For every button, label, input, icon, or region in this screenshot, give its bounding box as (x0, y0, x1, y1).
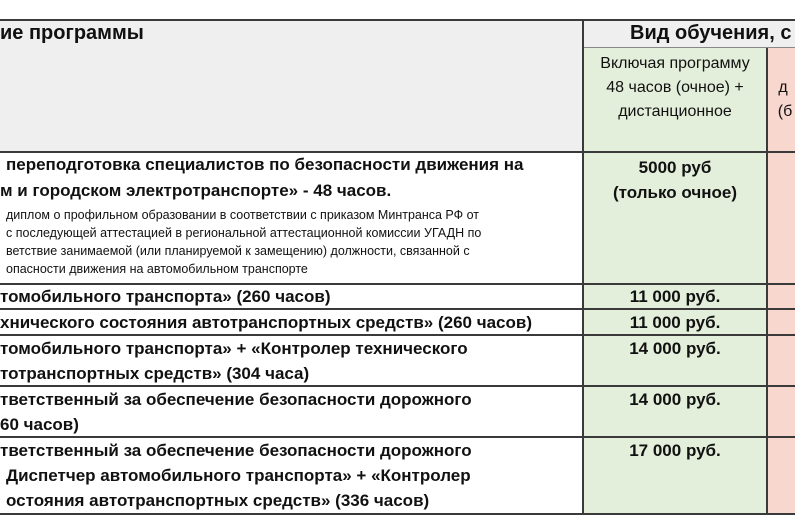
program-name: остояния автотранспортных средств» (336 часов) (6, 491, 430, 510)
study-type-title: Вид обучения, с (630, 22, 792, 44)
subheader-second-label: д (778, 79, 788, 96)
program-column-title: ие программы (0, 22, 144, 44)
program-header-cell (0, 48, 583, 152)
program-name: хнического состояния автотранспортных средств» (260 часов) (0, 313, 532, 332)
program-note: диплом о профильном образовании в соответствии с приказом Минтранса РФ от (6, 208, 480, 222)
row-divider (583, 47, 795, 48)
price-value: 5000 руб (638, 158, 712, 177)
program-note: опасности движения на автомобильном транспорте (6, 262, 308, 276)
program-name: тотранспортных средств» (304 часа) (0, 364, 310, 383)
row-divider (0, 19, 795, 21)
program-name: томобильного транспорта» (260 часов) (0, 287, 331, 306)
second-price-column (767, 152, 795, 514)
subheader-combined-label: Включая программу 48 часов (очное) + дистанционное (600, 55, 750, 120)
program-name: Диспетчер автомобильного транспорта» + «Контролер (6, 466, 471, 485)
price-value: 11 000 руб. (629, 287, 721, 306)
program-name: томобильного транспорта» + «Контролер технического (0, 339, 468, 358)
price-value: 14 000 руб. (629, 339, 721, 358)
price-value: 11 000 руб. (629, 313, 721, 332)
program-name: м и городском электротранспорте» - 48 часов. (0, 181, 392, 200)
row-divider (0, 513, 795, 515)
program-name: 60 часов) (0, 415, 79, 434)
program-name: тветственный за обеспечение безопасности дорожного (0, 390, 472, 409)
price-value: (только очное) (613, 183, 737, 202)
program-note: с последующей аттестацией в региональной аттестационной комиссии УГАДН по (6, 226, 482, 240)
program-name: тветственный за обеспечение безопасности дорожного (0, 441, 472, 460)
price-value: 17 000 руб. (629, 441, 721, 460)
program-name: переподготовка специалистов по безопасности движения на (6, 155, 524, 174)
price-value: 14 000 руб. (629, 390, 721, 409)
subheader-second-label: (б (777, 103, 793, 120)
program-note: ветствие занимаемой (или планируемой к замещению) должности, связанной с (6, 244, 470, 258)
